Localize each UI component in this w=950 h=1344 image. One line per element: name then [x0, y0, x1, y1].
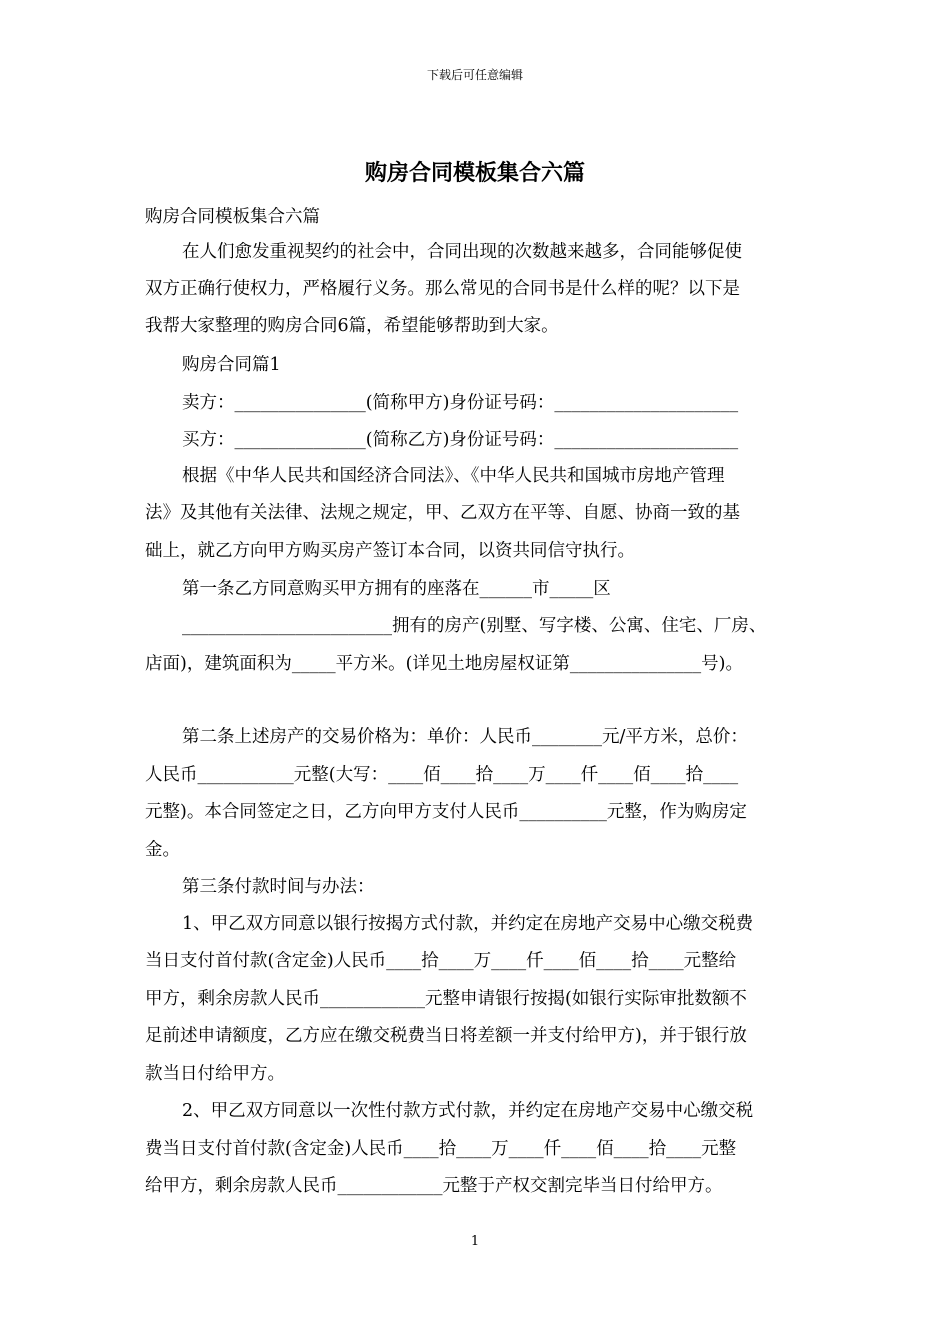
clause-line: 给甲方，剩余房款人民币____________元整于产权交割完毕当日付给甲方。: [145, 1176, 723, 1196]
buyer-line: 买方：_______________(简称乙方)身份证号码：_____________________: [182, 430, 739, 450]
clause-line: 第二条上述房产的交易价格为：单价：人民币________元/平方米，总价：: [182, 727, 748, 747]
seller-line: 卖方：_______________(简称甲方)身份证号码：_____________________: [182, 393, 739, 413]
header-note: 下载后可任意编辑: [426, 68, 523, 82]
clause-line: 元整)。本合同签定之日，乙方向甲方支付人民币__________元整，作为购房定: [145, 802, 747, 822]
clause-line: ________________________拥有的房产(别墅、写字楼、公寓、住宅、厂房、: [182, 616, 767, 636]
clause-line: 甲方，剩余房款人民币____________元整申请银行按揭(如银行实际审批数额不: [145, 989, 747, 1009]
paragraph-line: 我帮大家整理的购房合同6篇，希望能够帮助到大家。: [145, 316, 559, 336]
clause-line: 第三条付款时间与办法：: [182, 877, 375, 897]
paragraph-line: 根据《中华人民共和国经济合同法》、《中华人民共和国城市房地产管理: [182, 466, 725, 486]
document-title: 购房合同模板集合六篇: [364, 160, 585, 186]
paragraph-line: 在人们愈发重视契约的社会中，合同出现的次数越来越多，合同能够促使: [182, 242, 742, 262]
clause-line: 当日支付首付款(含定金)人民币____拾____万____仟____佰____拾____元整给: [145, 951, 737, 971]
clause-line: 第一条乙方同意购买甲方拥有的座落在______市_____区: [182, 579, 611, 599]
page-number: 1: [470, 1234, 480, 1249]
paragraph-line: 础上，就乙方向甲方购买房产签订本合同，以资共同信守执行。: [145, 541, 635, 561]
section-heading: 购房合同篇1: [182, 355, 281, 375]
clause-line: 人民币___________元整(大写：____佰____拾____万____仟____佰____拾____: [145, 765, 739, 785]
paragraph-line: 法》及其他有关法律、法规之规定，甲、乙双方在平等、自愿、协商一致的基: [145, 503, 740, 523]
paragraph-line: 双方正确行使权力，严格履行义务。那么常见的合同书是什么样的呢？以下是: [145, 279, 740, 299]
clause-line: 款当日付给甲方。: [145, 1064, 285, 1084]
clause-line: 费当日支付首付款(含定金)人民币____拾____万____仟____佰____拾____元整: [145, 1139, 737, 1159]
subtitle-line: 购房合同模板集合六篇: [145, 207, 320, 227]
clause-line: 金。: [145, 840, 180, 860]
clause-line: 2、甲乙双方同意以一次性付款方式付款，并约定在房地产交易中心缴交税: [182, 1101, 754, 1121]
clause-line: 店面)，建筑面积为_____平方米。(详见土地房屋权证第_______________号)。: [145, 654, 743, 674]
clause-line: 足前述申请额度，乙方应在缴交税费当日将差额一并支付给甲方)，并于银行放: [145, 1026, 747, 1046]
clause-line: 1、甲乙双方同意以银行按揭方式付款，并约定在房地产交易中心缴交税费: [182, 914, 754, 934]
